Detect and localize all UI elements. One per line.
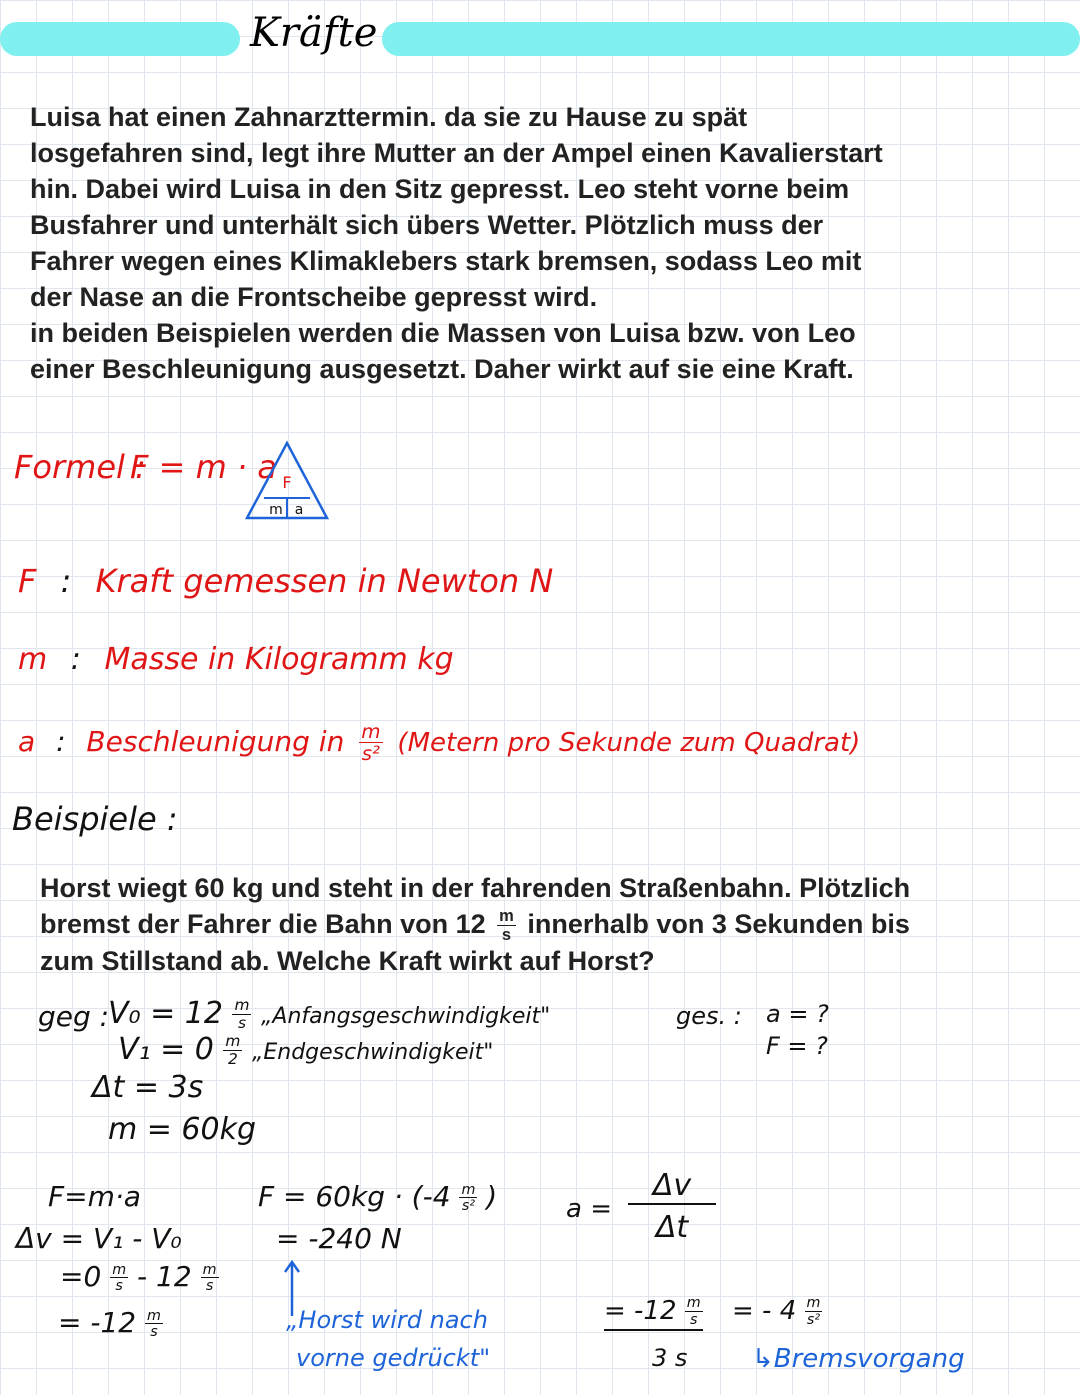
unit-fraction bbox=[232, 998, 251, 1031]
unit-fraction bbox=[459, 1183, 477, 1214]
calc-part: = - 4 bbox=[732, 1296, 797, 1326]
definition-sep: : bbox=[60, 562, 72, 600]
calc-part: = -12 bbox=[604, 1296, 677, 1326]
definition-rest: (Metern pro Sekunde zum Quadrat) bbox=[397, 727, 861, 758]
calc-mid-result: = -240 N bbox=[276, 1222, 402, 1255]
unit-num: m bbox=[202, 1261, 217, 1278]
unit-fraction bbox=[145, 1309, 163, 1340]
unit-fraction bbox=[805, 1296, 823, 1327]
intro-line: der Nase an die Frontscheibe gepresst wird. bbox=[30, 282, 598, 312]
unit-den: s bbox=[150, 1324, 158, 1340]
sought-a: a = ? bbox=[766, 1000, 829, 1028]
calc-right-result-num bbox=[604, 1296, 703, 1331]
calc-mid-note: vorne gedrückt" bbox=[296, 1344, 491, 1372]
unit-num: m bbox=[461, 1181, 476, 1198]
example-line: zum Stillstand ab. Welche Kraft wirkt auf Horst? bbox=[40, 946, 655, 977]
unit-fraction bbox=[685, 1296, 703, 1327]
definition-symbol: m bbox=[18, 642, 48, 677]
intro-line: Fahrer wegen eines Klimaklebers stark bremsen, sodass Leo mit bbox=[30, 246, 862, 276]
calc-right-result-den: 3 s bbox=[652, 1344, 688, 1372]
definition-text: Kraft gemessen in Newton N bbox=[95, 562, 554, 600]
definition-symbol: F bbox=[18, 562, 37, 600]
unit-fraction bbox=[497, 908, 516, 943]
example-line-part: innerhalb von 3 Sekunden bis bbox=[527, 909, 910, 939]
given-v1-value: V₁ = 0 bbox=[118, 1032, 214, 1067]
page-title: Kräfte bbox=[250, 10, 378, 56]
unit-fraction bbox=[359, 722, 382, 764]
example-line bbox=[40, 906, 1065, 943]
given-label: geg : bbox=[38, 1000, 110, 1033]
calc-right-a: a = bbox=[566, 1194, 612, 1224]
calc-left-line bbox=[58, 1306, 163, 1339]
example-line: Horst wiegt 60 kg und steht in der fahrenden Straßenbahn. Plötzlich bbox=[40, 873, 911, 903]
unit-num: m bbox=[112, 1261, 127, 1278]
unit-den: s bbox=[205, 1278, 214, 1294]
unit-num: m bbox=[499, 907, 514, 926]
intro-paragraph bbox=[30, 99, 1060, 387]
formula-label: Formel : bbox=[14, 448, 146, 486]
calc-part: =0 bbox=[60, 1260, 102, 1293]
triangle-bottom-left-label: m bbox=[269, 502, 283, 518]
definition-text: Masse in Kilogramm kg bbox=[104, 642, 454, 677]
unit-den: s bbox=[115, 1278, 123, 1294]
unit-fraction bbox=[201, 1263, 219, 1294]
formula-expression: F = m · a bbox=[130, 448, 277, 486]
calc-mid-line bbox=[258, 1180, 497, 1213]
unit-den: s² bbox=[461, 1198, 475, 1214]
definition-sep: : bbox=[70, 642, 81, 677]
given-v1 bbox=[118, 1032, 493, 1067]
intro-line: hin. Dabei wird Luisa in den Sitz gepresst. Leo steht vorne beim bbox=[30, 174, 850, 204]
calc-part: ) bbox=[486, 1180, 498, 1213]
sought-label: ges. : bbox=[676, 1002, 742, 1030]
intro-line: einer Beschleunigung ausgesetzt. Daher wirkt auf sie eine Kraft. bbox=[30, 354, 854, 384]
intro-line: Luisa hat einen Zahnarzttermin. da sie zu Hause zu spät bbox=[30, 102, 748, 132]
unit-fraction bbox=[223, 1034, 242, 1067]
title-bar-right bbox=[382, 22, 1080, 56]
calc-left-line: F=m·a bbox=[48, 1180, 141, 1213]
intro-line: losgefahren sind, legt ihre Mutter an der Ampel einen Kavalierstart bbox=[30, 138, 883, 168]
calc-part: - 12 bbox=[137, 1260, 192, 1293]
calc-part: F = 60kg · (-4 bbox=[258, 1180, 451, 1213]
formula-triangle-icon bbox=[244, 440, 330, 522]
unit-den: s bbox=[237, 1013, 246, 1032]
unit-num: m bbox=[225, 1032, 241, 1051]
unit-num: m bbox=[686, 1295, 701, 1312]
unit-fraction bbox=[110, 1263, 128, 1294]
calc-mid-note: „Horst wird nach bbox=[286, 1306, 488, 1334]
triangle-bottom-right-label: a bbox=[294, 502, 304, 518]
examples-heading: Beispiele : bbox=[12, 800, 178, 838]
given-dt: Δt = 3s bbox=[92, 1070, 204, 1105]
definition-row bbox=[18, 642, 454, 677]
calc-left-line: Δv = V₁ - V₀ bbox=[16, 1222, 182, 1255]
unit-den: s bbox=[501, 925, 512, 944]
unit-den: s bbox=[690, 1311, 698, 1328]
calc-right-den: Δt bbox=[655, 1210, 689, 1245]
example-paragraph bbox=[40, 870, 1065, 979]
given-mass: m = 60kg bbox=[108, 1112, 257, 1147]
definition-text: Beschleunigung in bbox=[86, 724, 345, 758]
unit-den: s² bbox=[806, 1311, 821, 1328]
given-v1-note: „Endgeschwindigkeit" bbox=[251, 1040, 494, 1065]
calc-right-result bbox=[732, 1296, 822, 1327]
definition-row bbox=[18, 562, 553, 600]
unit-num: m bbox=[234, 996, 250, 1015]
definition-symbol: a bbox=[18, 724, 36, 758]
given-v0-value: V₀ = 12 bbox=[108, 996, 223, 1031]
title-bar-left bbox=[0, 22, 240, 56]
definition-sep: : bbox=[56, 724, 66, 758]
unit-num: m bbox=[147, 1307, 161, 1324]
example-line-part: bremst der Fahrer die Bahn von 12 bbox=[40, 909, 486, 939]
calc-part: = -12 bbox=[58, 1306, 137, 1339]
triangle-top-label: F bbox=[282, 473, 292, 492]
calc-left-line bbox=[60, 1260, 219, 1293]
given-v0-note: „Anfangsgeschwindigkeit" bbox=[261, 1004, 551, 1029]
unit-den: s² bbox=[361, 741, 380, 765]
unit-num: m bbox=[361, 720, 381, 743]
calc-right-note: ↳Bremsvorgang bbox=[752, 1344, 965, 1374]
intro-line: Busfahrer und unterhält sich übers Wetter. Plötzlich muss der bbox=[30, 210, 824, 240]
intro-line: in beiden Beispielen werden die Massen von Luisa bzw. von Leo bbox=[30, 318, 856, 348]
unit-num: m bbox=[806, 1295, 821, 1312]
definition-row bbox=[18, 722, 860, 764]
given-v0 bbox=[108, 996, 550, 1031]
sought-f: F = ? bbox=[766, 1032, 828, 1060]
unit-den: 2 bbox=[228, 1049, 238, 1068]
calc-right-num: Δv bbox=[628, 1168, 716, 1205]
